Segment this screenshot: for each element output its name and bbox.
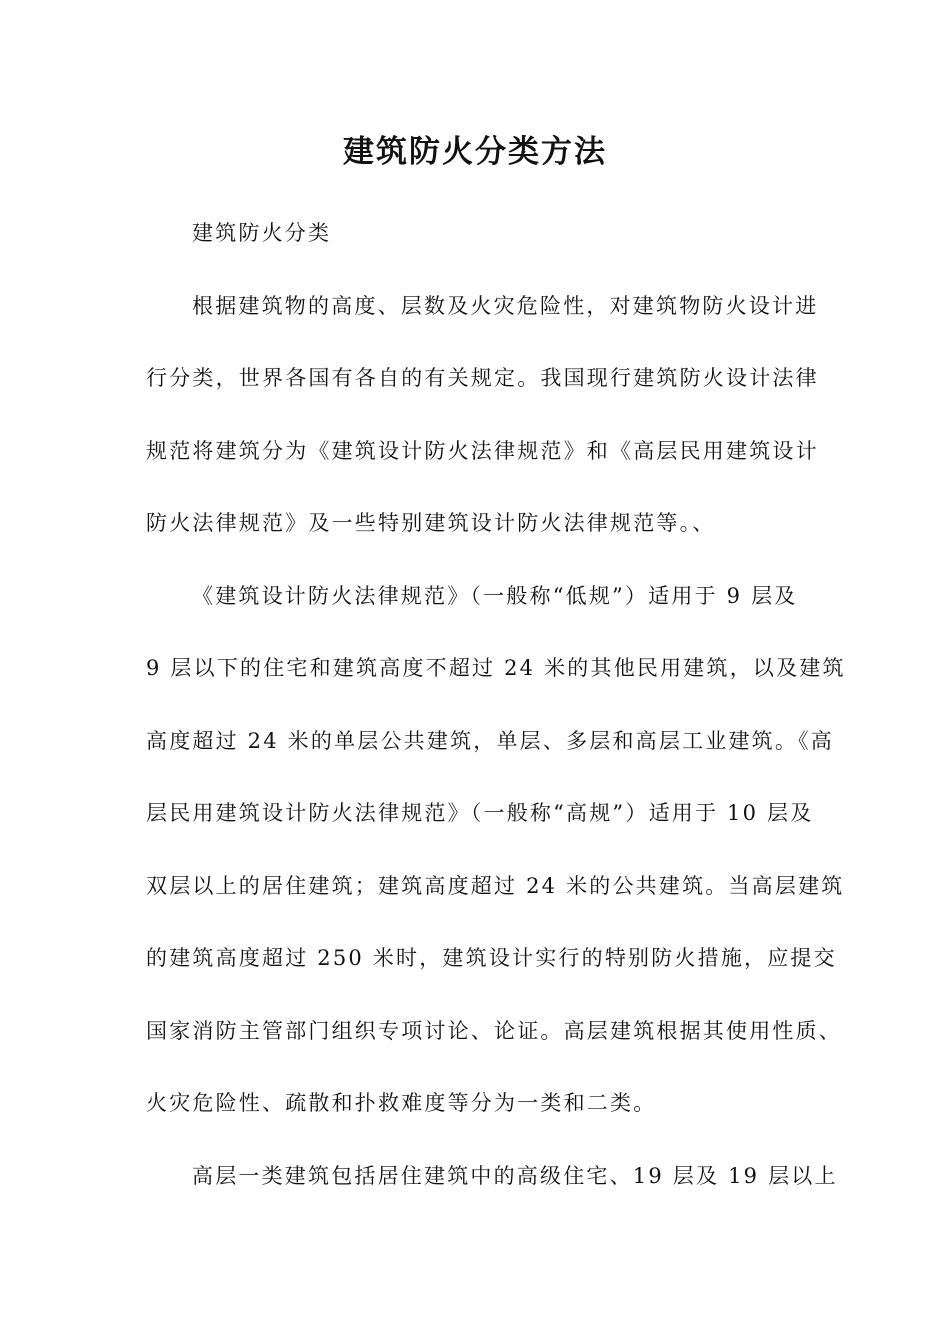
paragraph-line: 国家消防主管部门组织专项讨论、论证。高层建筑根据其使用性质、 — [146, 1018, 842, 1043]
paragraph-line: 9 层以下的住宅和建筑高度不超过 24 米的其他民用建筑，以及建筑 — [146, 656, 846, 680]
paragraph-line: 根据建筑物的高度、层数及火灾危险性，对建筑物防火设计进 — [192, 293, 819, 318]
paragraph-line: 高度超过 24 米的单层公共建筑，单层、多层和高层工业建筑。《高 — [146, 728, 834, 753]
paragraph-line: 规范将建筑分为《建筑设计防火法律规范》和《高层民用建筑设计 — [146, 438, 819, 463]
paragraph-line: 《建筑设计防火法律规范》（一般称“低规”）适用于 9 层及 — [192, 583, 798, 608]
paragraph-line: 火灾危险性、疏散和扑救难度等分为一类和二类。 — [146, 1091, 657, 1115]
paragraph-line: 高层一类建筑包括居住建筑中的高级住宅、19 层及 19 层以上 — [192, 1163, 838, 1188]
paragraph-line: 层民用建筑设计防火法律规范》（一般称“高规”）适用于 10 层及 — [146, 801, 814, 825]
paragraph-line: 行分类，世界各国有各自的有关规定。我国现行建筑防火设计法律 — [146, 366, 819, 390]
section-heading: 建筑防火分类 — [192, 221, 332, 245]
document-body — [146, 197, 846, 1212]
paragraph-line: 的建筑高度超过 250 米时，建筑设计实行的特别防火措施，应提交 — [146, 946, 837, 970]
paragraph-line: 防火法律规范》及一些特别建筑设计防火法律规范等。、 — [146, 511, 716, 535]
paragraph-line: 双层以上的居住建筑；建筑高度超过 24 米的公共建筑。当高层建筑 — [146, 873, 845, 898]
document-title: 建筑防火分类方法 — [343, 134, 607, 170]
